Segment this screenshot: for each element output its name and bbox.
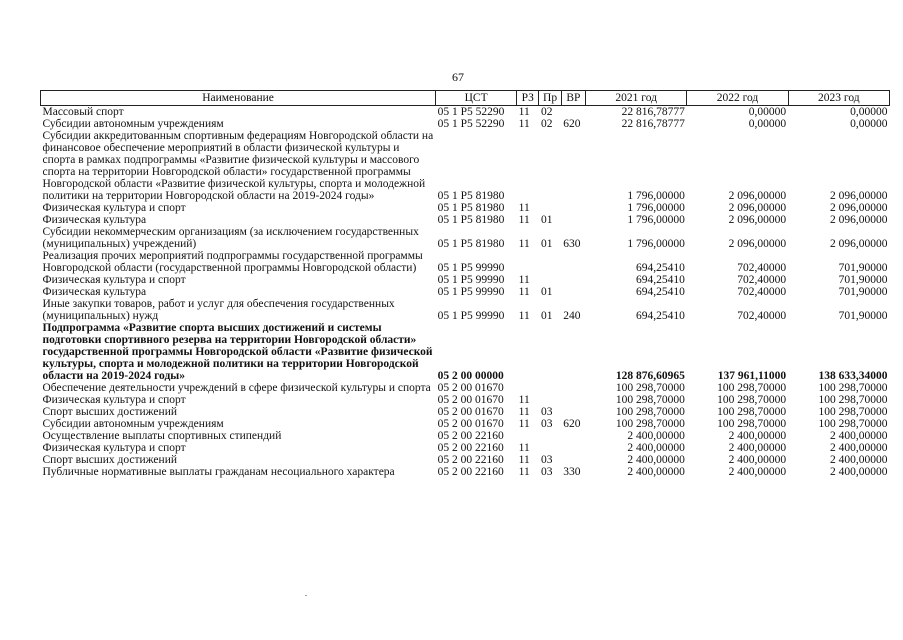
table-row: [41, 430, 890, 442]
cell-2022: 702,40000: [737, 286, 787, 298]
cell-cst: 05 1 P5 99990: [437, 286, 505, 298]
cell-vr: 240: [563, 310, 581, 322]
cell-2022: 2 400,00000: [728, 466, 787, 478]
cell-name: Реализация прочих мероприятий подпрограммы государственной программы Новгородской области (государственной программы Новгородской области): [42, 250, 423, 274]
cell-2023: 701,90000: [838, 274, 888, 286]
cell-cst: 05 2 00 22160: [437, 430, 504, 442]
cell-2022: 0,00000: [748, 118, 787, 130]
table-row: [41, 442, 890, 454]
cell-cst: 05 1 P5 81980: [437, 238, 505, 250]
cell-pr: [539, 430, 561, 442]
cell-2023: 2 096,00000: [830, 214, 888, 226]
cell-rz: 11: [518, 394, 530, 406]
cell-vr: [561, 322, 585, 382]
cell-rz: [517, 382, 539, 394]
header-2022: 2022 год: [687, 91, 788, 106]
cell-name: Физическая культура: [42, 286, 147, 298]
cell-2023: 2 400,00000: [830, 442, 888, 454]
cell-cst: 05 2 00 22160: [437, 442, 504, 454]
cell-rz: [517, 322, 539, 382]
cell-pr: [539, 202, 561, 214]
cell-2022: 2 400,00000: [728, 430, 787, 442]
cell-2022: 2 096,00000: [728, 214, 787, 226]
cell-cst: 05 1 P5 81980: [437, 190, 505, 202]
header-rz: РЗ: [517, 91, 539, 106]
cell-2022: 100 298,70000: [717, 382, 787, 394]
cell-rz: [517, 430, 539, 442]
table-row: [41, 106, 890, 119]
cell-name: Спорт высших достижений: [42, 406, 178, 418]
cell-vr: [561, 274, 585, 286]
cell-name: Обеспечение деятельности учреждений в сфере физической культуры и спорта: [42, 382, 431, 394]
cell-2023: 2 400,00000: [830, 430, 888, 442]
table-row: [41, 286, 890, 298]
table-row: [41, 118, 890, 130]
cell-2022: 702,40000: [737, 274, 787, 286]
cell-2021: 100 298,70000: [615, 382, 685, 394]
cell-name: Физическая культура и спорт: [42, 442, 186, 454]
header-vr: ВР: [561, 91, 585, 106]
table-row: [41, 274, 890, 286]
table-row: [41, 202, 890, 214]
cell-2022: 2 096,00000: [728, 190, 787, 202]
cell-vr: [561, 406, 585, 418]
table-row: [41, 298, 890, 322]
cell-name: Массовый спорт: [42, 106, 124, 118]
cell-cst: 05 2 00 22160: [437, 454, 504, 466]
cell-2022: 2 096,00000: [728, 202, 787, 214]
cell-2021: 100 298,70000: [615, 418, 685, 430]
cell-2023: 100 298,70000: [818, 382, 888, 394]
cell-rz: 11: [518, 310, 530, 322]
cell-rz: [517, 130, 539, 202]
table-body: [41, 106, 890, 479]
scan-speck: [305, 595, 307, 596]
cell-pr: 03: [540, 454, 553, 466]
cell-2022: 100 298,70000: [717, 406, 787, 418]
cell-pr: [539, 442, 561, 454]
cell-pr: 02: [540, 106, 553, 118]
cell-2023: 100 298,70000: [818, 406, 888, 418]
cell-rz: 11: [518, 214, 530, 226]
cell-cst: 05 1 P5 52290: [437, 118, 505, 130]
cell-2023: 0,00000: [850, 106, 888, 118]
cell-rz: 11: [518, 466, 530, 478]
cell-rz: 11: [518, 238, 530, 250]
cell-name: Физическая культура и спорт: [42, 394, 186, 406]
header-pr: Пр: [539, 91, 561, 106]
cell-2022: 702,40000: [737, 262, 787, 274]
table-row: [41, 406, 890, 418]
cell-rz: 11: [518, 118, 530, 130]
cell-2023: 2 096,00000: [830, 202, 888, 214]
cell-vr: [561, 106, 585, 119]
cell-vr: [561, 130, 585, 202]
cell-2021: 694,25410: [635, 262, 685, 274]
cell-2022: 702,40000: [737, 310, 787, 322]
cell-2021: 694,25410: [635, 286, 685, 298]
table-row: [41, 214, 890, 226]
cell-2021: 2 400,00000: [627, 466, 685, 478]
cell-vr: [561, 454, 585, 466]
cell-vr: [561, 214, 585, 226]
cell-cst: 05 1 P5 81980: [437, 214, 505, 226]
table-header-row: [41, 91, 890, 106]
cell-rz: 11: [518, 286, 530, 298]
cell-2021: 1 796,00000: [627, 214, 685, 226]
cell-name: Физическая культура и спорт: [42, 274, 186, 286]
cell-2023: 2 096,00000: [830, 190, 888, 202]
cell-2022: 2 400,00000: [728, 442, 787, 454]
cell-name: Субсидии аккредитованным спортивным федерациям Новгородской области на финансовое обеспечение мероприятий в области физической культуры и спорта в рамках подпрограммы «Развитие физической культуры и массового спорта на территории Новгородской области» государственной программы Новгородской области «Развитие физической культуры, спорта и молодежной политики на территории Новгородской области на 2019-2024 годы»: [42, 130, 434, 202]
cell-vr: [561, 286, 585, 298]
cell-cst: 05 1 P5 99990: [437, 262, 505, 274]
cell-2023: 2 400,00000: [830, 466, 888, 478]
cell-pr: 01: [540, 214, 553, 226]
table-row: [41, 418, 890, 430]
cell-rz: 11: [518, 454, 530, 466]
cell-2021: 100 298,70000: [615, 394, 685, 406]
cell-2021: 1 796,00000: [627, 202, 685, 214]
cell-2021: 22 816,78777: [621, 106, 685, 118]
cell-cst: 05 1 P5 52290: [437, 106, 505, 118]
cell-name: Осуществление выплаты спортивных стипендий: [42, 430, 282, 442]
cell-pr: [539, 250, 561, 274]
table-row: [41, 466, 890, 478]
header-cst: ЦСТ: [436, 91, 517, 106]
cell-2021: 128 876,60965: [615, 370, 685, 382]
table-row: [41, 454, 890, 466]
cell-2021: 2 400,00000: [627, 454, 685, 466]
cell-name: Публичные нормативные выплаты гражданам несоциального характера: [42, 466, 395, 478]
cell-vr: 620: [563, 418, 581, 430]
header-2021: 2021 год: [586, 91, 687, 106]
cell-2021: 100 298,70000: [615, 406, 685, 418]
cell-pr: [539, 130, 561, 202]
cell-2022: 137 961,11000: [717, 370, 787, 382]
cell-vr: [561, 382, 585, 394]
cell-cst: 05 2 00 01670: [437, 382, 504, 394]
cell-pr: [539, 382, 561, 394]
cell-name: Подпрограмма «Развитие спорта высших достижений и системы подготовки спортивного резерва на территории Новгородской области» государственной программы Новгородской области «Развитие физической культуры, спорта и молодежной политики на территории Новгородской области на 2019-2024 годы»: [42, 322, 433, 382]
page-number: 67: [452, 70, 464, 84]
cell-rz: 11: [518, 202, 530, 214]
cell-2022: 2 096,00000: [728, 238, 787, 250]
cell-name: Физическая культура и спорт: [42, 202, 186, 214]
cell-vr: 630: [563, 238, 581, 250]
table-row: [41, 226, 890, 250]
cell-pr: 03: [540, 406, 553, 418]
cell-vr: 330: [563, 466, 581, 478]
table-row: [41, 322, 890, 382]
header-2023: 2023 год: [788, 91, 889, 106]
table-row: [41, 394, 890, 406]
cell-2021: 2 400,00000: [627, 442, 685, 454]
table-row: [41, 130, 890, 202]
cell-2022: 2 400,00000: [728, 454, 787, 466]
cell-pr: [539, 322, 561, 382]
cell-2023: 0,00000: [850, 118, 888, 130]
cell-2023: 701,90000: [838, 262, 888, 274]
cell-2022: 100 298,70000: [717, 418, 787, 430]
cell-vr: 620: [563, 118, 581, 130]
cell-name: Субсидии автономным учреждениям: [42, 118, 224, 130]
cell-pr: [539, 274, 561, 286]
cell-rz: 11: [518, 406, 530, 418]
cell-vr: [561, 442, 585, 454]
cell-2021: 1 796,00000: [627, 238, 685, 250]
cell-2023: 701,90000: [838, 286, 888, 298]
cell-2023: 2 096,00000: [830, 238, 888, 250]
cell-2023: 138 633,34000: [818, 370, 888, 382]
cell-name: Субсидии некоммерческим организациям (за исключением государственных (муниципальных) учреждений): [42, 226, 419, 250]
cell-pr: [539, 394, 561, 406]
cell-2023: 100 298,70000: [818, 418, 888, 430]
cell-name: Субсидии автономным учреждениям: [42, 418, 224, 430]
cell-cst: 05 2 00 00000: [437, 370, 504, 382]
cell-vr: [561, 202, 585, 214]
cell-cst: 05 2 00 01670: [437, 394, 504, 406]
cell-vr: [561, 250, 585, 274]
cell-cst: 05 1 P5 81980: [437, 202, 505, 214]
cell-rz: 11: [518, 274, 530, 286]
cell-cst: 05 2 00 01670: [437, 406, 504, 418]
cell-name: Спорт высших достижений: [42, 454, 178, 466]
cell-pr: 02: [540, 118, 553, 130]
table-row: [41, 382, 890, 394]
cell-2021: 1 796,00000: [627, 190, 685, 202]
cell-2023: 2 400,00000: [830, 454, 888, 466]
cell-cst: 05 2 00 01670: [437, 418, 504, 430]
cell-cst: 05 2 00 22160: [437, 466, 504, 478]
cell-pr: 01: [540, 238, 553, 250]
cell-cst: 05 1 P5 99990: [437, 274, 505, 286]
cell-2023: 100 298,70000: [818, 394, 888, 406]
cell-rz: [517, 250, 539, 274]
cell-2021: 694,25410: [635, 310, 685, 322]
cell-vr: [561, 430, 585, 442]
header-name: Наименование: [41, 91, 436, 106]
cell-vr: [561, 394, 585, 406]
cell-2022: 100 298,70000: [717, 394, 787, 406]
cell-name: Физическая культура: [42, 214, 147, 226]
cell-rz: 11: [518, 442, 530, 454]
cell-rz: 11: [518, 418, 530, 430]
cell-2023: 701,90000: [838, 310, 888, 322]
cell-2021: 694,25410: [635, 274, 685, 286]
cell-2022: 0,00000: [748, 106, 787, 118]
cell-cst: 05 1 P5 99990: [437, 310, 505, 322]
cell-pr: 01: [540, 310, 553, 322]
cell-pr: 01: [540, 286, 553, 298]
cell-2021: 2 400,00000: [627, 430, 685, 442]
cell-pr: 03: [540, 466, 553, 478]
cell-2021: 22 816,78777: [621, 118, 685, 130]
cell-name: Иные закупки товаров, работ и услуг для обеспечения государственных (муниципальных) нужд: [42, 298, 395, 322]
table-row: [41, 250, 890, 274]
cell-rz: 11: [518, 106, 530, 118]
cell-pr: 03: [540, 418, 553, 430]
budget-table: [40, 90, 890, 478]
